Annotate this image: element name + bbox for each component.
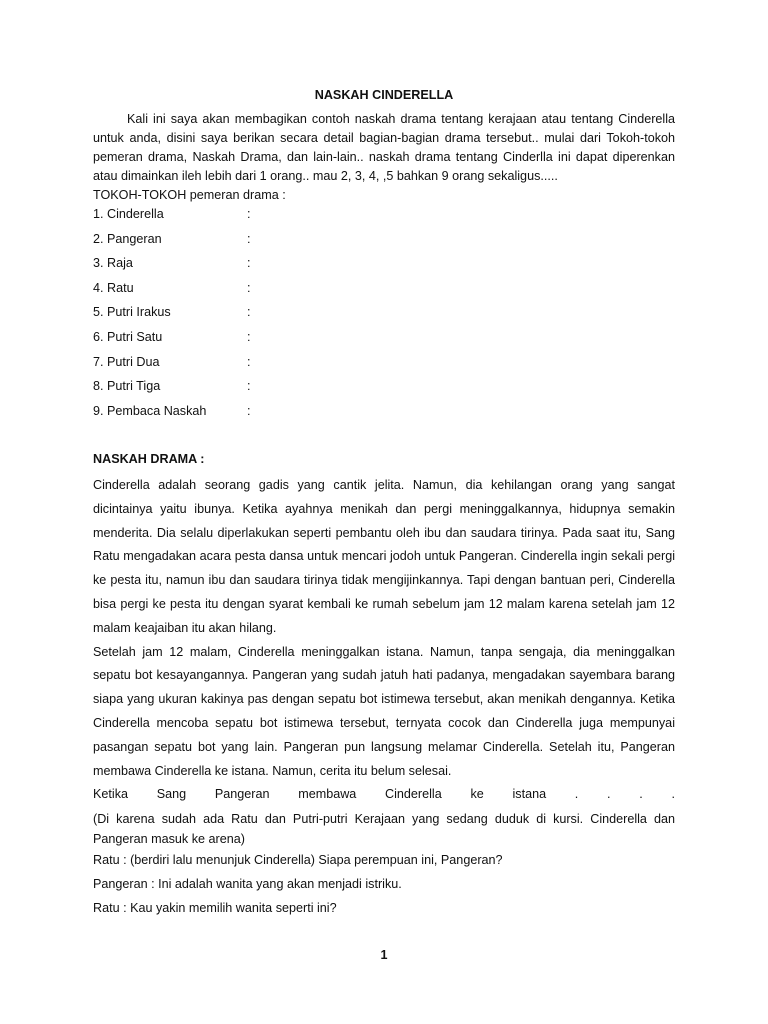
cast-name: 4. Ratu xyxy=(93,280,134,295)
cast-item xyxy=(93,328,393,353)
cast-colon: : xyxy=(247,256,251,271)
cast-name: 9. Pembaca Naskah xyxy=(93,403,207,418)
cast-name: 7. Putri Dua xyxy=(93,354,160,369)
cast-name: 5. Putri Irakus xyxy=(93,305,171,320)
cast-colon: : xyxy=(247,329,251,344)
cast-colon: : xyxy=(247,379,251,394)
cast-item xyxy=(93,377,393,402)
cast-item xyxy=(93,230,393,255)
cast-item xyxy=(93,303,393,328)
intro-paragraph: Kali ini saya akan membagikan contoh naskah drama tentang kerajaan atau tentang Cinderella untuk anda, disini saya berikan secara detail bagian-bagian drama tersebut.. mulai dari Tokoh-tokoh pemeran drama, Naskah Drama, dan lain-lain.. naskah drama tentang Cinderlla ini dapat diperenkan atau dimainkan ileh lebih dari 1 orang.. mau 2, 3, 4, ,5 bahkan 9 orang sekaligus..... xyxy=(93,112,675,183)
dialogue-line: Pangeran : Ini adalah wanita yang akan menjadi istriku. xyxy=(93,876,402,891)
cast-item xyxy=(93,254,393,279)
cast-colon: : xyxy=(247,354,251,369)
dialogue-line: Ratu : Kau yakin memilih wanita seperti ini? xyxy=(93,900,337,915)
page-number: 1 xyxy=(380,948,388,962)
cast-colon: : xyxy=(247,305,251,320)
dialogue-line: Ratu : (berdiri lalu menunjuk Cinderella) Siapa perempuan ini, Pangeran? xyxy=(93,853,503,868)
cast-colon: : xyxy=(247,207,251,221)
intro-section xyxy=(93,110,675,205)
cast-colon: : xyxy=(247,231,251,246)
drama-heading: NASKAH DRAMA : xyxy=(93,452,205,466)
cast-name: 3. Raja xyxy=(93,256,133,271)
cast-item xyxy=(93,402,393,427)
cast-item xyxy=(93,353,393,378)
drama-paragraph-2: Setelah jam 12 malam, Cinderella meninggalkan istana. Namun, tanpa sengaja, dia meninggalkan sepatu bot kesayangannya. Pangeran yang sudah jatuh hati padanya, mengadakan sayembara barang siapa yang ukuran kakinya pas dengan sepatu bot istimewa tersebut, akan menikah dengannya. Ketika Cinderella mencoba sepatu bot istimewa tersebut, ternyata cocok dan Cinderella juga mempunyai pasangan sepatu bot yang lain. Pangeran pun langsung melamar Cinderella. Setelah itu, Pangeran membawa Cinderella ke istana. Namun, cerita itu belum selesai. xyxy=(93,644,675,778)
drama-body xyxy=(93,474,675,921)
cast-name: 1. Cinderella xyxy=(93,207,164,221)
cast-name: 6. Putri Satu xyxy=(93,329,163,344)
cast-item xyxy=(93,205,393,230)
drama-paragraph-3: Ketika Sang Pangeran membawa Cinderella ke istana . . . . xyxy=(93,787,675,802)
cast-heading: TOKOH-TOKOH pemeran drama : xyxy=(93,188,286,202)
cast-item xyxy=(93,279,393,304)
stage-direction: (Di karena sudah ada Ratu dan Putri-putri Kerajaan yang sedang duduk di kursi. Cinderella dan Pangeran masuk ke arena) xyxy=(93,812,675,847)
cast-name: 8. Putri Tiga xyxy=(93,379,161,394)
cast-colon: : xyxy=(247,403,251,418)
cast-name: 2. Pangeran xyxy=(93,231,162,246)
cast-colon: : xyxy=(247,280,251,295)
document-title: NASKAH CINDERELLA xyxy=(314,88,454,102)
cast-list xyxy=(93,205,393,426)
drama-paragraph-1: Cinderella adalah seorang gadis yang cantik jelita. Namun, dia kehilangan orang yang sangat dicintainya yaitu ibunya. Ketika ayahnya menikah dan pergi meninggalkannya, hidupnya semakin menderita. Dia selalu diperlakukan seperti pembantu oleh ibu dan saudara tirinya. Pada saat itu, Sang Ratu mengadakan acara pesta dansa untuk mencari jodoh untuk Pangeran. Cinderella ingin sekali pergi ke pesta itu, namun ibu dan saudara tirinya tidak mengijinkannya. Tapi dengan bantuan peri, Cinderella bisa pergi ke pesta itu dengan syarat kembali ke rumah sebelum jam 12 malam karena setelah jam 12 malam keajaiban itu akan hilang. xyxy=(93,478,675,635)
